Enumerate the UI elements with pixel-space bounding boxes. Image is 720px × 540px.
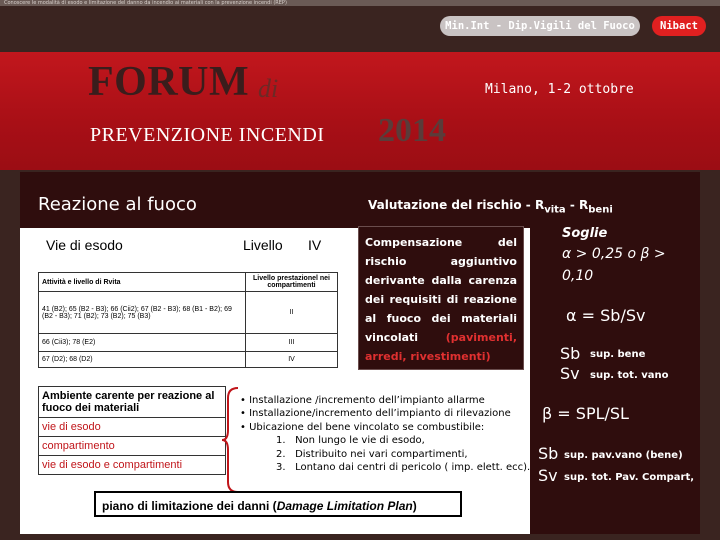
prevenzione-title: PREVENZIONE INCENDI bbox=[90, 124, 325, 146]
list-item: 1. Non lungo le vie di esodo, bbox=[276, 435, 425, 447]
bullet-list bbox=[240, 394, 530, 474]
ambiente-row: vie di esodo e compartimenti bbox=[39, 456, 226, 475]
ambiente-row: vie di esodo bbox=[39, 418, 226, 437]
alpha-formula: α = Sb/Sv bbox=[566, 306, 646, 325]
sb2-symbol: Sb bbox=[538, 444, 559, 463]
alpha-value: 0,10 bbox=[562, 268, 594, 284]
piano-box: piano di limitazione dei danni (Damage Limitation Plan) bbox=[94, 491, 462, 517]
ambiente-table bbox=[38, 386, 226, 475]
livello-value: IV bbox=[308, 237, 322, 253]
sv-symbol: Sv bbox=[560, 364, 580, 383]
table-cell: 66 (Cii3); 78 (E2) bbox=[39, 334, 246, 352]
nibact-pill[interactable]: Nibact bbox=[652, 16, 706, 36]
ambiente-header: Ambiente carente per reazione al fuoco dei materiali bbox=[39, 387, 226, 418]
ministry-pill[interactable]: Min.Int - Dip.Vigili del Fuoco bbox=[440, 16, 640, 36]
livello-label: Livello bbox=[243, 237, 283, 253]
beta-formula: β = SPL/SL bbox=[542, 404, 629, 423]
table-header: Livello prestazionel nei compartimenti bbox=[246, 273, 338, 292]
soglie-label: Soglie bbox=[562, 226, 608, 241]
table-cell: II bbox=[246, 292, 338, 334]
forum-logo: FORUM bbox=[88, 59, 250, 105]
table-cell: 67 (D2); 68 (D2) bbox=[39, 352, 246, 368]
sv2-symbol: Sv bbox=[538, 466, 558, 485]
year: 2014 bbox=[378, 112, 446, 149]
activity-table bbox=[38, 272, 338, 368]
ambiente-row: compartimento bbox=[39, 437, 226, 456]
table-cell: IV bbox=[246, 352, 338, 368]
compensazione-box: Compensazione del rischio aggiuntivo derivante dalla carenza dei requisiti di reazione al fuoco dei materiali vincolati (pavimenti, arredi, rivestimenti) bbox=[358, 226, 524, 370]
bracket-icon bbox=[220, 386, 242, 494]
sb2-desc: sup. pav.vano (bene) bbox=[564, 450, 683, 461]
table-cell: III bbox=[246, 334, 338, 352]
slide-title-left: Reazione al fuoco bbox=[38, 194, 197, 215]
table-cell: 41 (B2); 65 (B2 - B3); 66 (Cii2); 67 (B2 - B3); 68 (B1 - B2); 69 (B2 - B3); 71 (B2); 73 (B2); 75 (B3) bbox=[39, 292, 246, 334]
vie-di-esodo-label: Vie di esodo bbox=[46, 237, 123, 253]
list-item: • Installazione /incremento dell’impianto allarme bbox=[240, 395, 485, 406]
sb-desc: sup. bene bbox=[590, 349, 646, 360]
list-item: 3. Lontano dai centri di pericolo ( imp. elett. ecc). bbox=[276, 462, 531, 474]
sb-symbol: Sb bbox=[560, 344, 581, 363]
event-date: Milano, 1-2 ottobre bbox=[485, 82, 634, 97]
top-strip-text: Conoscere le modalità di esodo e limitazione del danno da incendio ai materiali con la prevenzione incendi (REP) bbox=[4, 0, 287, 6]
alpha-threshold: α > 0,25 o β > bbox=[562, 246, 666, 262]
table-header: Attività e livello di Rvita bbox=[39, 273, 246, 292]
list-item: 2. Distribuito nei vari compartimenti, bbox=[276, 448, 468, 460]
list-item: • Installazione/incremento dell’impianto di rilevazione bbox=[240, 408, 511, 420]
sv2-desc: sup. tot. Pav. Compart, bbox=[564, 472, 695, 483]
forum-di: di bbox=[258, 74, 279, 103]
sv-desc: sup. tot. vano bbox=[590, 370, 669, 381]
list-item: • Ubicazione del bene vincolato se combustibile: bbox=[240, 421, 485, 433]
slide-title-right: Valutazione del rischio - $R_{vita} - R_{beni}$ bbox=[368, 198, 613, 216]
